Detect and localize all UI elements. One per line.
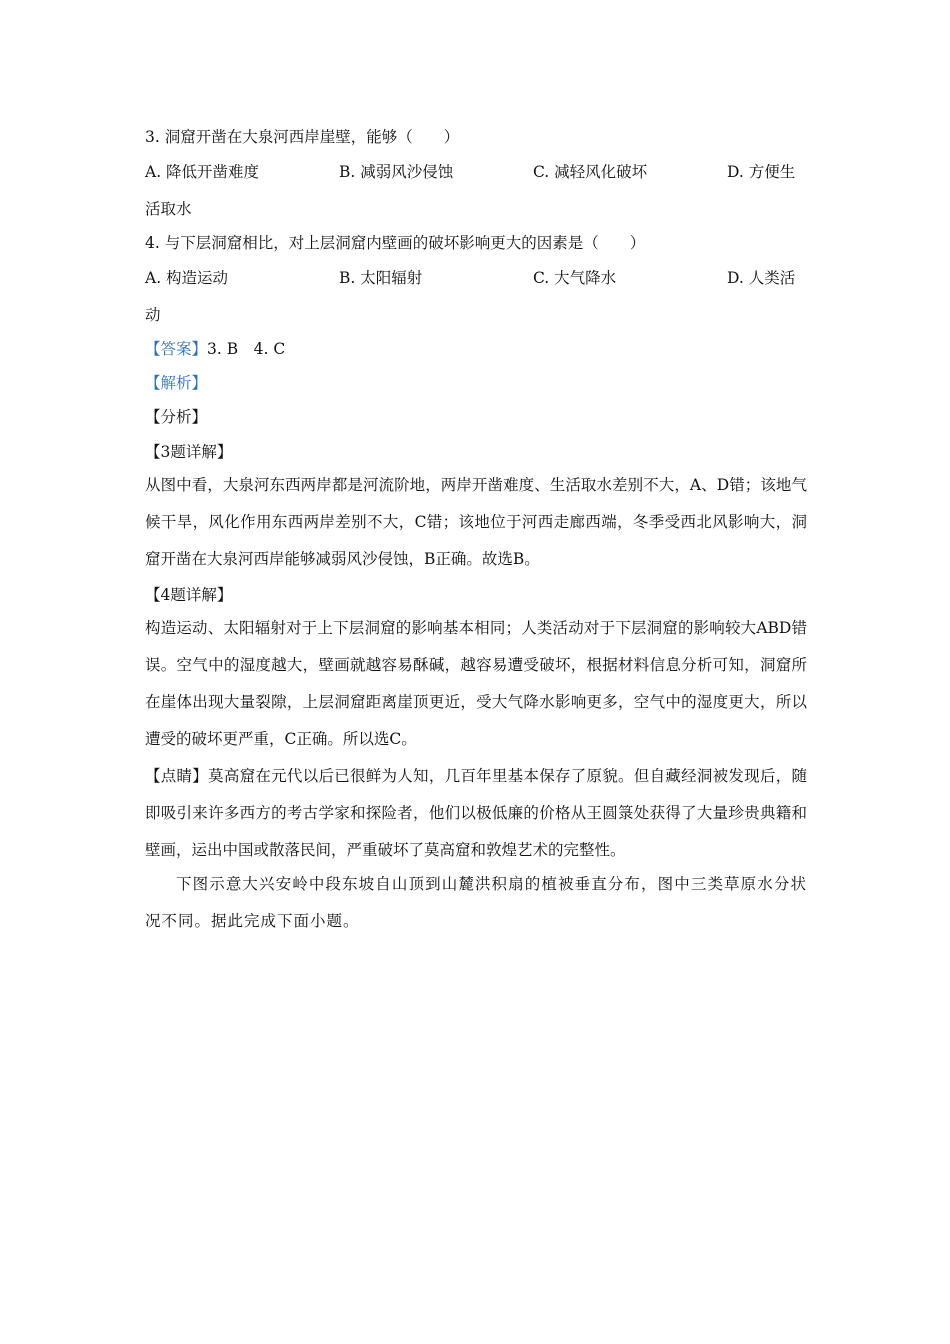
detail-3-tag: 【3题详解】	[145, 443, 233, 461]
q4-option-d-wrap: 动	[145, 306, 161, 324]
analysis-tag: 【解析】	[145, 374, 208, 392]
fenxi-tag: 【分析】	[145, 408, 208, 426]
q4-stem: 4. 与下层洞窟相比，对上层洞窟内壁画的破坏影响更大的因素是（ ）	[145, 234, 646, 252]
next-question-intro: 下图示意大兴安岭中段东坡自山顶到山麓洪积扇的植被垂直分布，图中三类草原水分状况不同。据此完成下面小题。	[145, 875, 807, 930]
q3-option-a: A. 降低开凿难度	[145, 163, 260, 181]
q3-option-d-wrap: 活取水	[145, 200, 192, 218]
answer-tag: 【答案】	[145, 340, 208, 358]
q4-option-d: D. 人类活	[727, 269, 796, 287]
dianjing-tag: 【点睛】	[145, 767, 209, 785]
q4-option-c: C. 大气降水	[533, 269, 617, 287]
detail-4-text: 构造运动、太阳辐射对于上下层洞窟的影响基本相同；人类活动对于下层洞窟的影响较大ABD错误。空气中的湿度越大，壁画就越容易酥碱，越容易遭受破坏，根据材料信息分析可知，洞窟所在崖体出现大量裂隙，上层洞窟距离崖顶更近，受大气降水影响更多，空气中的湿度更大，所以遭受的破坏更严重，C正确。所以选C。	[145, 619, 807, 748]
q3-stem: 3. 洞窟开凿在大泉河西岸崖壁，能够（ ）	[145, 128, 460, 146]
q3-option-c: C. 减轻风化破坏	[533, 163, 648, 181]
dianjing-paragraph	[145, 758, 807, 869]
q3-option-d: D. 方便生	[727, 163, 796, 181]
answer-text: 3. B 4. C	[207, 340, 286, 358]
q4-option-b: B. 太阳辐射	[339, 269, 423, 287]
q4-option-a: A. 构造运动	[145, 269, 229, 287]
dianjing-text: 莫高窟在元代以后已很鲜为人知，几百年里基本保存了原貌。但自藏经洞被发现后，随即吸引来许多西方的考古学家和探险者，他们以极低廉的价格从王圆箓处获得了大量珍贵典籍和壁画，运出中国或散落民间，严重破坏了莫高窟和敦煌艺术的完整性。	[145, 767, 807, 859]
detail-3-text: 从图中看，大泉河东西两岸都是河流阶地，两岸开凿难度、生活取水差别不大，A、D错；该地气候干旱，风化作用东西两岸差别不大，C错；该地位于河西走廊西端，冬季受西北风影响大，洞窟开凿在大泉河西岸能够减弱风沙侵蚀，B正确。故选B。	[145, 476, 807, 568]
answer-line	[145, 339, 285, 359]
detail-4-tag: 【4题详解】	[145, 586, 233, 604]
q3-option-b: B. 减弱风沙侵蚀	[339, 163, 454, 181]
